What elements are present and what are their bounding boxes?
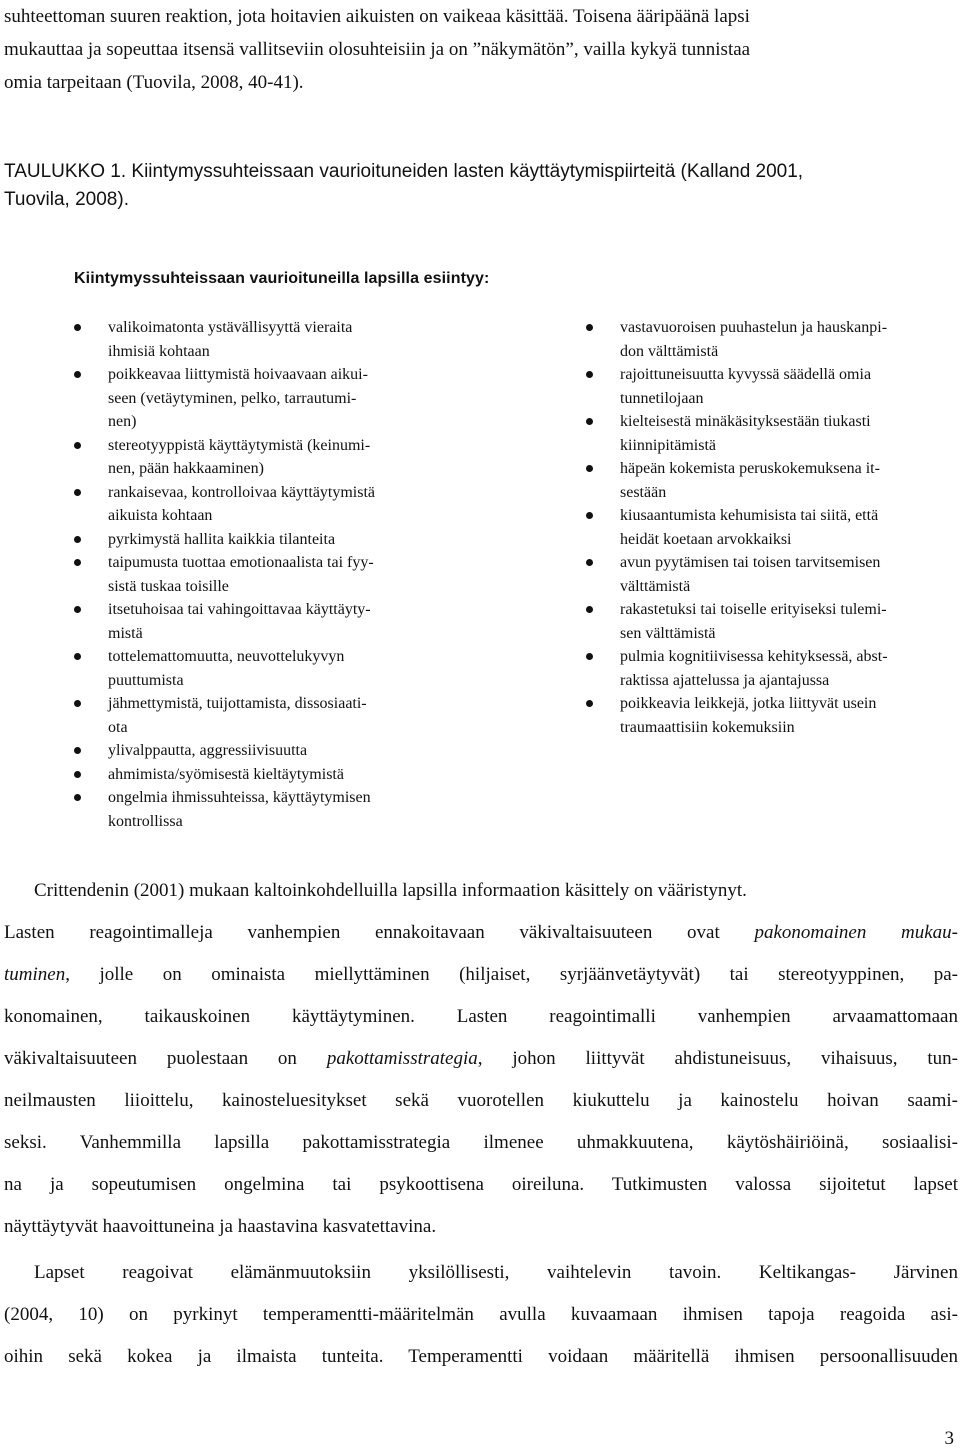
bullet-icon bbox=[74, 489, 81, 496]
list-item-line: kiusaantumista kehumisista tai siitä, että bbox=[620, 507, 879, 524]
list-item-line: puuttumista bbox=[108, 671, 184, 689]
list-item bbox=[74, 434, 474, 481]
list-item-line: tottelemattomuutta, neuvottelukyvyn bbox=[108, 648, 345, 665]
paragraph-line bbox=[4, 954, 958, 996]
body-text bbox=[4, 870, 958, 1378]
list-item-line: sistä tuskaa toisille bbox=[108, 577, 229, 595]
list-item-line: aikuista kohtaan bbox=[108, 507, 213, 524]
list-item-line: tunnetilojaan bbox=[620, 389, 704, 407]
list-item-line: ihmisiä kohtaan bbox=[108, 342, 210, 360]
bullet-icon bbox=[586, 606, 593, 613]
list-item bbox=[586, 363, 956, 410]
paragraph-line bbox=[4, 1038, 958, 1080]
paragraph-line: oihin sekä kokea ja ilmaista tunteita. Temperamentti voidaan määritellä ihmisen persoonallisuuden bbox=[4, 1346, 958, 1367]
list-item-line: pulmia kognitiivisessa kehityksessä, abst- bbox=[620, 648, 888, 665]
list-item-line: heidät koetaan arvokkaiksi bbox=[620, 530, 792, 548]
paragraph-line: neilmausten liioittelu, kainosteluesitykset sekä vuorotellen kiukuttelu ja kainostelu hoivan saami- bbox=[4, 1090, 958, 1111]
list-item-line: stereotyyppistä käyttäytymistä (keinumi- bbox=[108, 436, 371, 454]
intro-line: suhteettoman suuren reaktion, jota hoitavien aikuisten on vaikeaa käsittää. Toisena ääripäänä lapsi bbox=[4, 6, 750, 27]
intro-line: omia tarpeitaan (Tuovila, 2008, 40-41). bbox=[4, 72, 304, 93]
bullet-icon bbox=[74, 324, 81, 331]
bullet-icon bbox=[74, 536, 81, 543]
list-item-line: poikkeavaa liittymistä hoivaavaan aikui- bbox=[108, 366, 368, 383]
text-run: , jolle on ominaista miellyttäminen (hiljaiset, syrjäänvetäytyvät) tai stereotyyppinen, pa- bbox=[65, 964, 958, 985]
bullet-icon bbox=[74, 371, 81, 378]
paragraph-line: seksi. Vanhemmilla lapsilla pakottamisstrategia ilmenee uhmakkuutena, käytöshäiriöinä, sosiaalisi- bbox=[4, 1132, 958, 1153]
table-caption bbox=[4, 158, 956, 214]
bullet-icon bbox=[586, 324, 593, 331]
list-item bbox=[74, 316, 474, 363]
list-item-line: vastavuoroisen puuhastelun ja hauskanpi- bbox=[620, 319, 888, 336]
bullet-icon bbox=[74, 794, 81, 801]
list-item-line: rakastetuksi tai toiselle erityiseksi tulemi- bbox=[620, 601, 887, 618]
table-heading: Kiintymyssuhteissaan vaurioituneilla lapsilla esiintyy: bbox=[74, 270, 490, 287]
list-item-line: kontrollissa bbox=[108, 812, 183, 830]
table-left-column bbox=[74, 316, 474, 833]
emphasis-term: tuminen bbox=[4, 964, 66, 985]
emphasis-term: pakottamisstrategia bbox=[326, 1048, 478, 1069]
bullet-icon bbox=[586, 418, 593, 425]
list-item-line: ahmimista/syömisestä kieltäytymistä bbox=[108, 765, 344, 783]
list-item bbox=[74, 528, 474, 552]
paragraph-line: (2004, 10) on pyrkinyt temperamentti-määritelmän avulla kuvaamaan ihmisen tapoja reagoida asi- bbox=[4, 1304, 958, 1325]
list-item bbox=[586, 598, 956, 645]
list-item-line: kiinnipitämistä bbox=[620, 436, 716, 454]
list-item-line: traumaattisiin kokemuksiin bbox=[620, 718, 795, 736]
bullet-icon bbox=[74, 442, 81, 449]
list-item-line: raktissa ajattelussa ja ajantajussa bbox=[620, 671, 830, 689]
list-item bbox=[74, 739, 474, 763]
paragraph-line: näyttäytyvät haavoittuneina ja haastavina kasvatettavina. bbox=[4, 1216, 437, 1237]
paragraph-line bbox=[4, 912, 958, 954]
list-item-line: mistä bbox=[108, 624, 143, 642]
list-item-line: don välttämistä bbox=[620, 342, 719, 360]
list-item-line: häpeän kokemista peruskokemuksena it- bbox=[620, 460, 880, 477]
list-item bbox=[74, 645, 474, 692]
list-item-line: rajoittuneisuutta kyvyssä säädellä omia bbox=[620, 366, 872, 383]
bullet-icon bbox=[586, 559, 593, 566]
text-run: Lasten reagointimalleja vanhempien ennakoitavaan väkivaltaisuuteen ovat bbox=[4, 922, 755, 943]
list-item bbox=[74, 786, 474, 833]
list-item-line: avun pyytämisen tai toisen tarvitsemisen bbox=[620, 554, 881, 571]
paragraph-line: konomainen, taikauskoinen käyttäytyminen. Lasten reagointimalli vanhempien arvaamattomaan bbox=[4, 1006, 958, 1027]
list-item-line: ota bbox=[108, 718, 128, 736]
paragraph-crittenden: Crittendenin (2001) mukaan kaltoinkohdelluilla lapsilla informaation käsittely on vääristynyt. bbox=[34, 880, 747, 901]
list-item-line: välttämistä bbox=[620, 577, 691, 595]
bullet-icon bbox=[586, 465, 593, 472]
list-item-line: kielteisestä minäkäsityksestään tiukasti bbox=[620, 413, 871, 430]
list-item bbox=[586, 551, 956, 598]
bullet-icon bbox=[586, 371, 593, 378]
table-caption-line: TAULUKKO 1. Kiintymyssuhteissaan vaurioituneiden lasten käyttäytymispiirteitä (Kalland 2001, bbox=[4, 161, 804, 182]
list-item-line: pyrkimystä hallita kaikkia tilanteita bbox=[108, 530, 336, 548]
list-item-line: sestään bbox=[620, 483, 667, 501]
list-item-line: ylivalppautta, aggressiivisuutta bbox=[108, 742, 308, 759]
bullet-icon bbox=[74, 771, 81, 778]
list-item bbox=[74, 481, 474, 528]
list-item-line: poikkeavia leikkejä, jotka liittyvät usein bbox=[620, 695, 877, 712]
list-item-line: taipumusta tuottaa emotionaalista tai fyy- bbox=[108, 554, 374, 571]
list-item bbox=[586, 692, 956, 739]
list-item bbox=[586, 457, 956, 504]
bullet-icon bbox=[586, 700, 593, 707]
intro-paragraph bbox=[4, 0, 956, 99]
page-number: 3 bbox=[944, 1428, 954, 1449]
table-caption-line: Tuovila, 2008). bbox=[4, 189, 129, 210]
bullet-icon bbox=[74, 653, 81, 660]
list-item-line: jähmettymistä, tuijottamista, dissosiaati- bbox=[108, 695, 367, 712]
paragraph-line: na ja sopeutumisen ongelmina tai psykoottisena oireiluna. Tutkimusten valossa sijoitetut lapset bbox=[4, 1174, 958, 1195]
list-item bbox=[586, 410, 956, 457]
list-item bbox=[586, 504, 956, 551]
list-item-line: sen välttämistä bbox=[620, 624, 716, 642]
list-item-line: ongelmia ihmissuhteissa, käyttäytymisen bbox=[108, 789, 371, 806]
list-item-line: itsetuhoisaa tai vahingoittavaa käyttäyty- bbox=[108, 601, 371, 618]
paragraph-line: Lapset reagoivat elämänmuutoksiin yksilöllisesti, vaihtelevin tavoin. Keltikangas- Järvinen bbox=[34, 1262, 958, 1283]
list-item-line: valikoimatonta ystävällisyyttä vieraita bbox=[108, 319, 353, 336]
list-item-line: rankaisevaa, kontrolloivaa käyttäytymistä bbox=[108, 483, 376, 501]
list-item bbox=[74, 692, 474, 739]
bullet-icon bbox=[74, 747, 81, 754]
list-item-line: nen) bbox=[108, 413, 137, 430]
bullet-icon bbox=[74, 559, 81, 566]
list-item bbox=[74, 363, 474, 434]
bullet-icon bbox=[586, 512, 593, 519]
bullet-icon bbox=[586, 653, 593, 660]
list-item bbox=[586, 645, 956, 692]
table-right-column bbox=[586, 316, 956, 739]
list-item bbox=[74, 551, 474, 598]
text-run: , johon liittyvät ahdistuneisuus, vihaisuus, tun- bbox=[477, 1048, 958, 1069]
list-item-line: seen (vetäytyminen, pelko, tarrautumi- bbox=[108, 389, 357, 407]
text-run: väkivaltaisuuteen puolestaan on bbox=[4, 1048, 327, 1069]
intro-line: mukauttaa ja sopeuttaa itsensä vallitseviin olosuhteisiin ja on ”näkymätön”, vailla kykyä tunnistaa bbox=[4, 39, 751, 60]
list-item bbox=[74, 598, 474, 645]
bullet-icon bbox=[74, 606, 81, 613]
list-item-line: nen, pään hakkaaminen) bbox=[108, 460, 264, 477]
list-item bbox=[74, 763, 474, 787]
bullet-icon bbox=[74, 700, 81, 707]
list-item bbox=[586, 316, 956, 363]
emphasis-term: pakonomainen mukau- bbox=[754, 922, 958, 943]
